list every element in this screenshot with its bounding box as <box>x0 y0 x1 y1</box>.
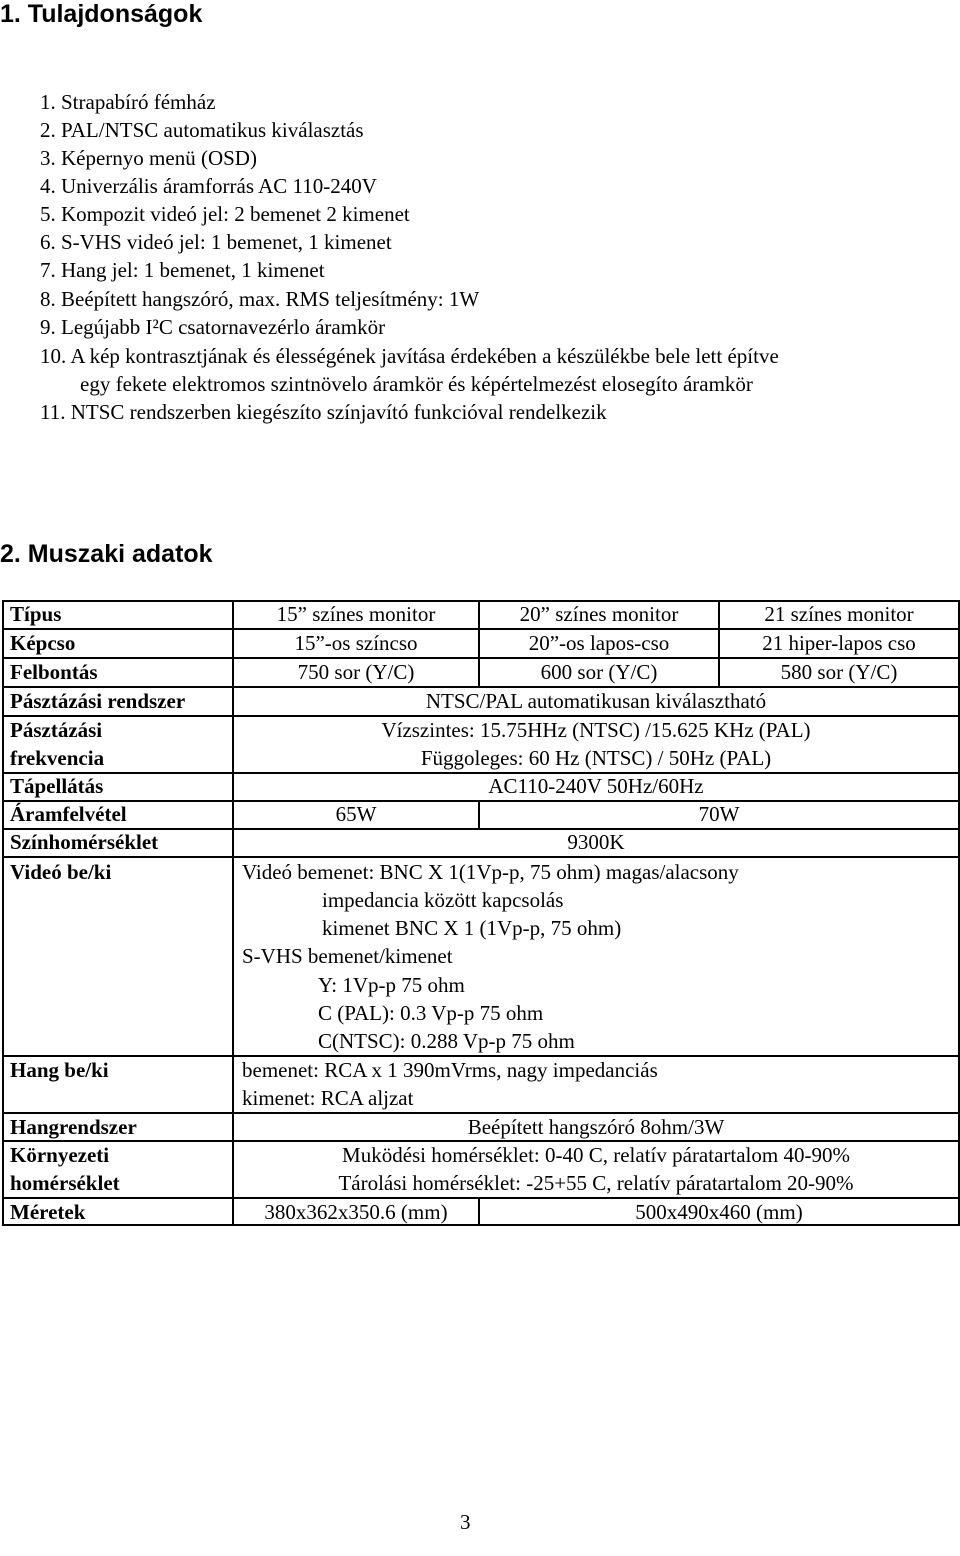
cell-video-line: S-VHS bemenet/kimenet <box>242 944 453 968</box>
row-label-meretek: Méretek <box>10 1200 86 1224</box>
cell-pasztazasi-rendszer: NTSC/PAL automatikusan kiválasztható <box>425 689 767 713</box>
list-item-text: Hang jel: 1 bemenet, 1 kimenet <box>61 258 325 282</box>
row-label-aramfelvetel: Áramfelvétel <box>10 802 127 826</box>
cell-video-line: kimenet BNC X 1 (1Vp-p, 75 ohm) <box>322 916 622 940</box>
cell-tipus-21: 21 színes monitor <box>764 602 914 626</box>
cell-video-line: C(NTSC): 0.288 Vp-p 75 ohm <box>318 1029 575 1053</box>
cell-hang-bemenet: bemenet: RCA x 1 390mVrms, nagy impedanciás <box>242 1058 658 1082</box>
cell-kepcso-21: 21 hiper-lapos cso <box>762 631 916 655</box>
list-item-number: 5. <box>40 202 56 226</box>
cell-hang-kimenet: kimenet: RCA aljzat <box>242 1086 414 1110</box>
cell-kepcso-15: 15”-os színcso <box>294 631 418 655</box>
list-item-number: 1. <box>40 90 56 114</box>
section-1-title: 1. Tulajdonságok <box>0 0 203 28</box>
cell-frekvencia-fuggoleges: Függoleges: 60 Hz (NTSC) / 50Hz (PAL) <box>420 746 772 770</box>
list-item <box>40 200 410 228</box>
row-label-tipus: Típus <box>10 602 62 626</box>
row-label-pasztazasi-frekvencia-1: Pásztázási <box>10 718 103 742</box>
list-item-text: Képernyo menü (OSD) <box>61 146 257 170</box>
list-item-number: 10. <box>40 344 67 368</box>
page-number: 3 <box>460 1510 471 1534</box>
cell-aramfelvetel-1: 65W <box>335 802 377 826</box>
list-item <box>40 144 257 172</box>
cell-tipus-15: 15” színes monitor <box>276 602 436 626</box>
list-item <box>40 313 385 341</box>
list-item-number: 8. <box>40 287 56 311</box>
list-item <box>40 228 392 256</box>
list-item-text: PAL/NTSC automatikus kiválasztás <box>61 118 364 142</box>
list-item-continuation: egy fekete elektromos szintnövelo áramkör és képértelmezést elosegíto áramkör <box>80 372 753 396</box>
cell-mukodesi-homerseklet: Muködési homérséklet: 0-40 C, relatív páratartalom 40-90% <box>342 1143 850 1167</box>
list-item-number: 11. <box>40 400 66 424</box>
list-item <box>40 116 364 144</box>
list-item-number: 9. <box>40 315 56 339</box>
cell-felbontas-21: 580 sor (Y/C) <box>780 660 898 684</box>
cell-kepcso-20: 20”-os lapos-cso <box>528 631 670 655</box>
cell-video-line: C (PAL): 0.3 Vp-p 75 ohm <box>318 1001 544 1025</box>
spec-table <box>2 600 959 1230</box>
cell-hangrendszer: Beépített hangszóró 8ohm/3W <box>467 1115 725 1139</box>
list-item-text: A kép kontrasztjának és élességének javítása érdekében a készülékbe bele lett építve <box>70 344 779 368</box>
list-item-number: 4. <box>40 174 56 198</box>
row-label-hangrendszer: Hangrendszer <box>10 1115 137 1139</box>
list-item <box>40 256 325 284</box>
row-label-pasztazasi-rendszer: Pásztázási rendszer <box>10 689 186 713</box>
row-label-pasztazasi-frekvencia-2: frekvencia <box>10 746 105 770</box>
cell-video-line: Videó bemenet: BNC X 1(1Vp-p, 75 ohm) magas/alacsony <box>242 860 739 884</box>
list-item-text: Legújabb I²C csatornavezérlo áramkör <box>61 315 386 339</box>
list-item <box>40 398 607 426</box>
list-item-number: 6. <box>40 230 56 254</box>
table-border-left <box>2 600 4 1226</box>
list-item-text: Kompozit videó jel: 2 bemenet 2 kimenet <box>61 202 410 226</box>
list-item-number: 3. <box>40 146 56 170</box>
cell-felbontas-20: 600 sor (Y/C) <box>540 660 658 684</box>
row-label-kornyezeti-1: Környezeti <box>10 1143 110 1167</box>
row-label-szinhomerseklet: Színhomérséklet <box>10 830 159 854</box>
section-2-title: 2. Muszaki adatok <box>0 540 213 568</box>
cell-aramfelvetel-2: 70W <box>698 802 740 826</box>
list-item <box>40 342 779 370</box>
row-label-video: Videó be/ki <box>10 860 112 884</box>
list-item-text: Univerzális áramforrás AC 110-240V <box>61 174 377 198</box>
list-item <box>40 88 216 116</box>
cell-szinhomerseklet: 9300K <box>567 830 625 854</box>
row-label-tapellatas: Tápellátás <box>10 774 104 798</box>
cell-video-line: Y: 1Vp-p 75 ohm <box>318 973 465 997</box>
row-label-felbontas: Felbontás <box>10 660 98 684</box>
list-item-number: 2. <box>40 118 56 142</box>
row-label-kornyezeti-2: homérséklet <box>10 1171 120 1195</box>
cell-meretek-1: 380x362x350.6 (mm) <box>264 1200 448 1224</box>
cell-meretek-2: 500x490x460 (mm) <box>635 1200 803 1224</box>
cell-felbontas-15: 750 sor (Y/C) <box>297 660 415 684</box>
cell-tarolasi-homerseklet: Tárolási homérséklet: -25+55 C, relatív páratartalom 20-90% <box>338 1171 854 1195</box>
row-label-hang: Hang be/ki <box>10 1058 109 1082</box>
list-item-text: Strapabíró fémház <box>61 90 216 114</box>
row-label-kepcso: Képcso <box>10 631 76 655</box>
cell-tapellatas: AC110-240V 50Hz/60Hz <box>488 774 704 798</box>
list-item-text: S-VHS videó jel: 1 bemenet, 1 kimenet <box>61 230 392 254</box>
list-item <box>40 172 377 200</box>
list-item <box>40 285 479 313</box>
cell-tipus-20: 20” színes monitor <box>519 602 679 626</box>
list-item-text: NTSC rendszerben kiegészíto színjavító funkcióval rendelkezik <box>70 400 607 424</box>
cell-frekvencia-vizszintes: Vízszintes: 15.75HHz (NTSC) /15.625 KHz (PAL) <box>381 718 811 742</box>
list-item-number: 7. <box>40 258 56 282</box>
list-item-text: Beépített hangszóró, max. RMS teljesítmény: 1W <box>61 287 480 311</box>
cell-video-line: impedancia között kapcsolás <box>322 888 564 912</box>
